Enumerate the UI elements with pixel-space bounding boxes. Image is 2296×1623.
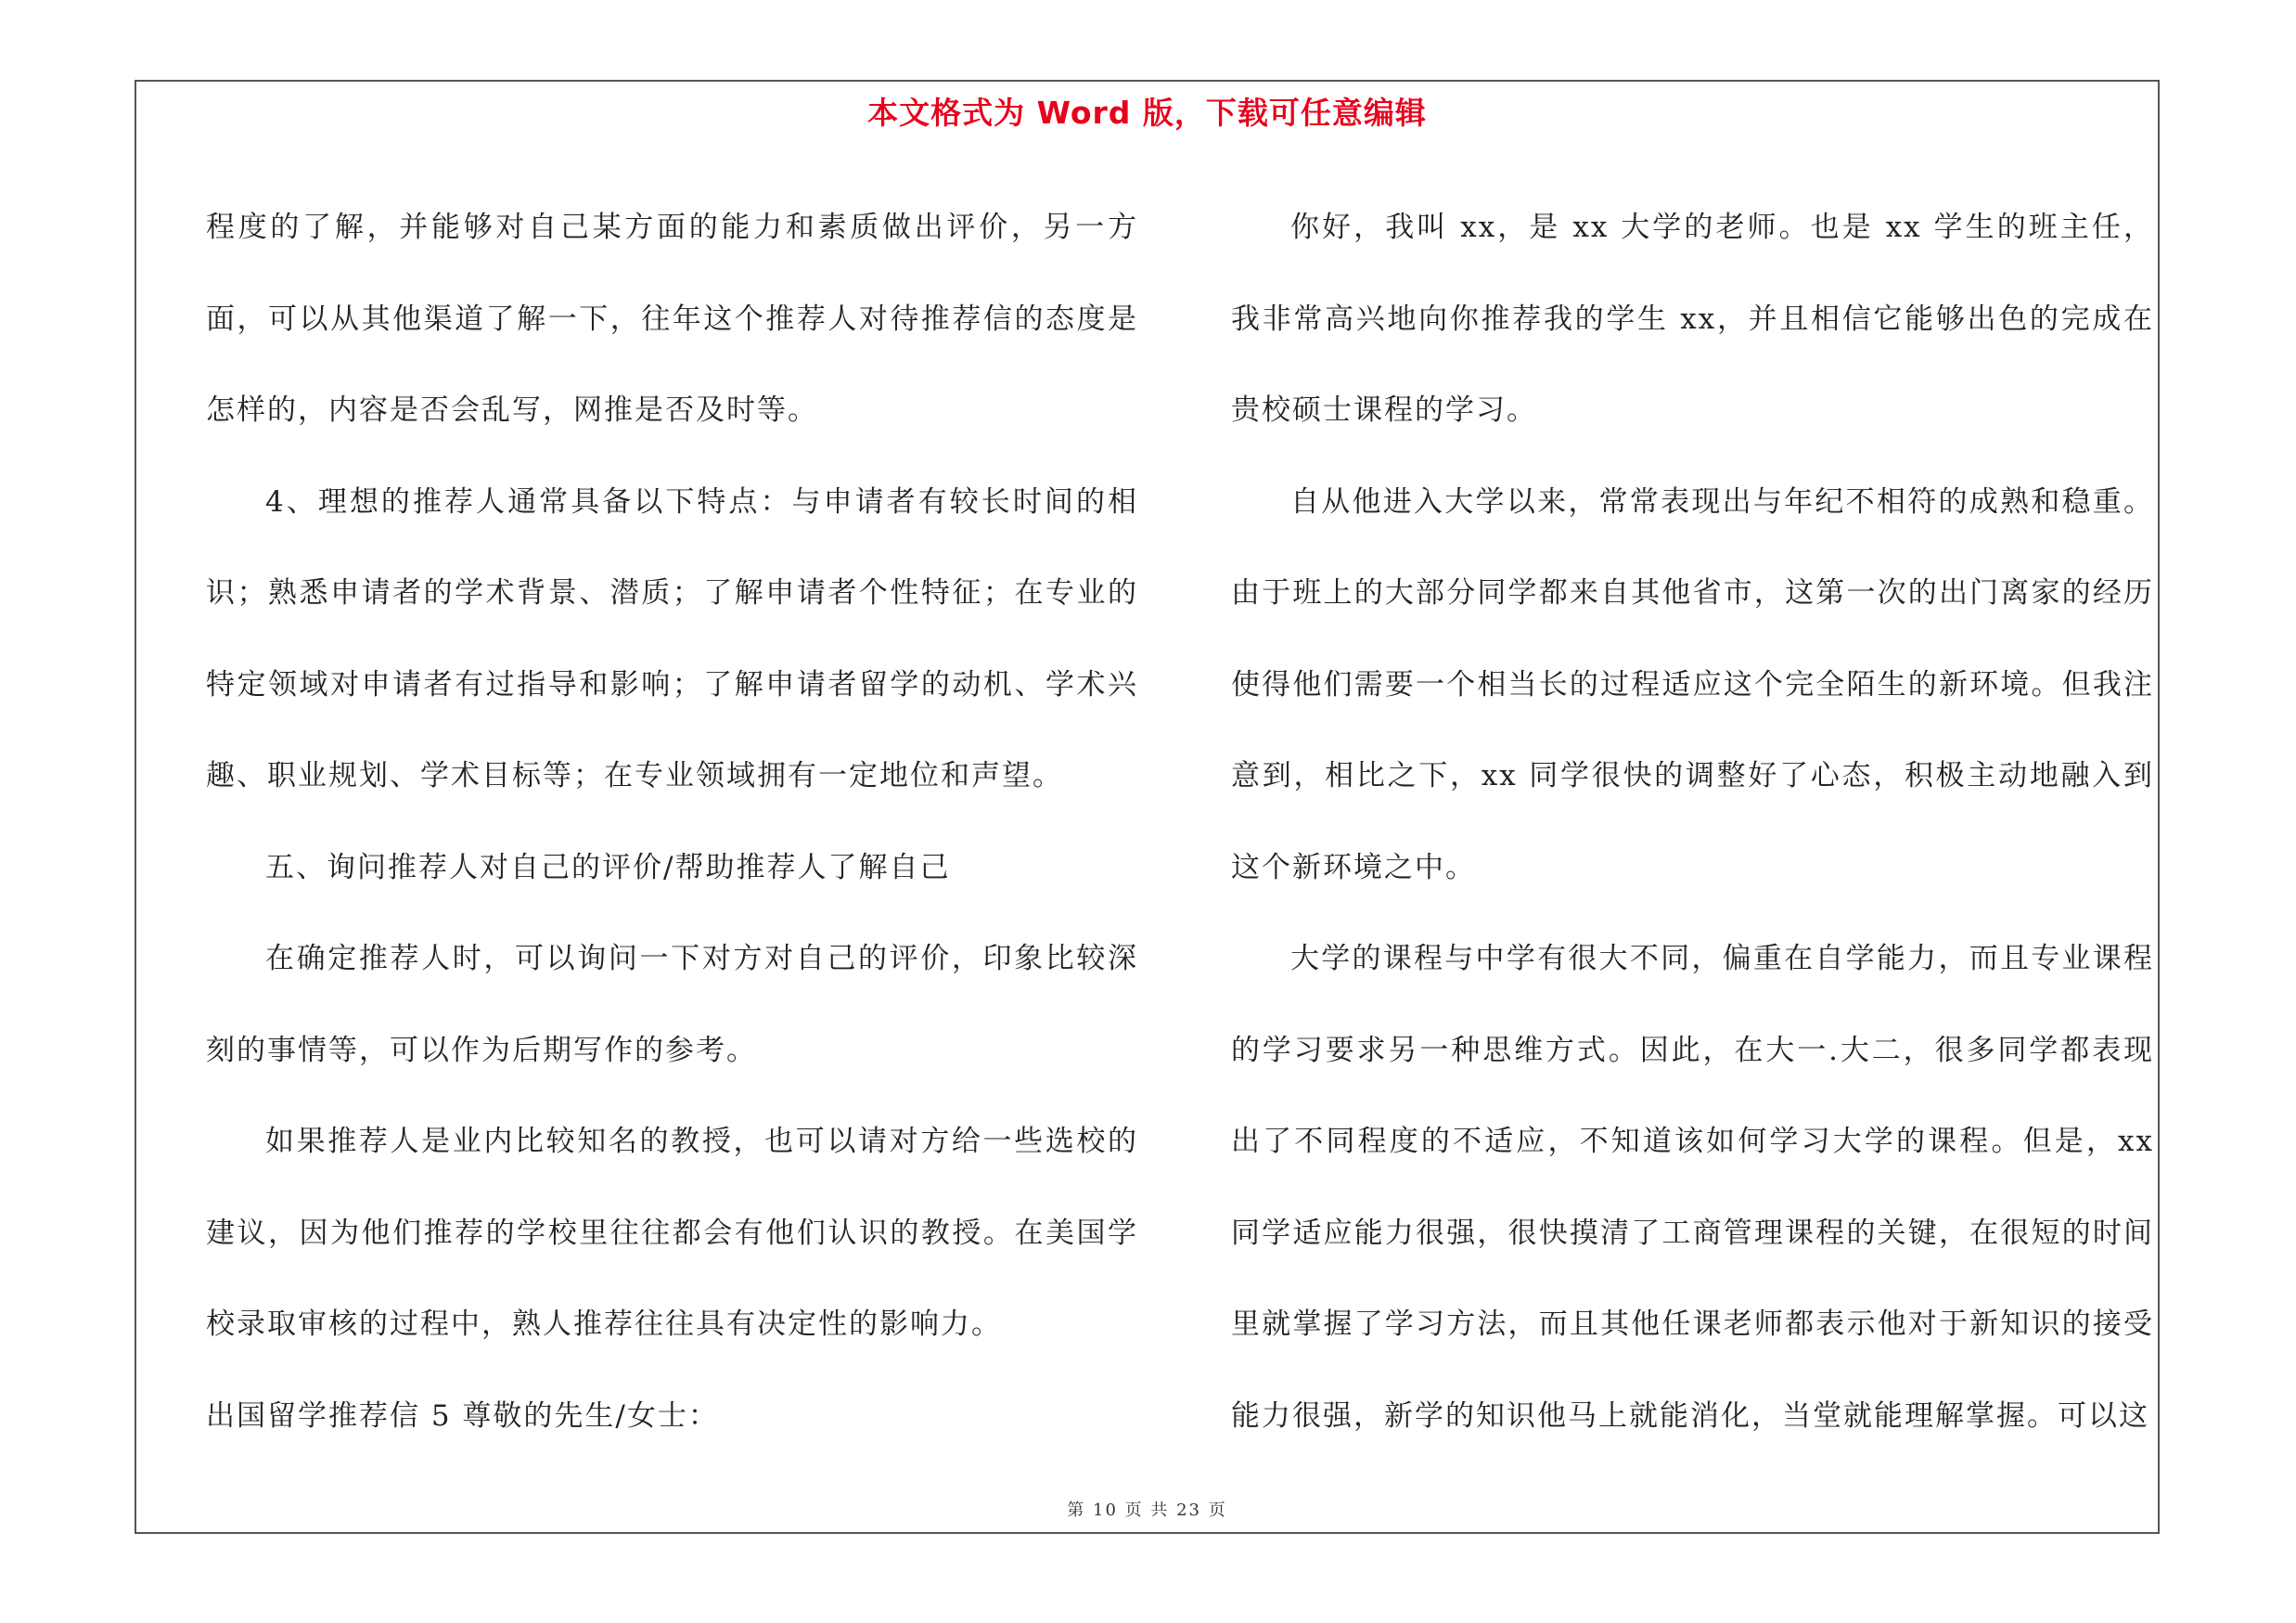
left-column — [206, 182, 1138, 1462]
left-paragraph: 如果推荐人是业内比较知名的教授，也可以请对方给一些选校的建议，因为他们推荐的学校里往往都会有他们认识的教授。在美国学校录取审核的过程中，熟人推荐往往具有决定性的影响力。 — [206, 1125, 1138, 1341]
left-paragraph: 五、询问推荐人对自己的评价/帮助推荐人了解自己 — [265, 850, 951, 884]
left-paragraph: 程度的了解，并能够对自己某方面的能力和素质做出评价，另一方面，可以从其他渠道了解一下，往年这个推荐人对待推荐信的态度是怎样的，内容是否会乱写，网推是否及时等。 — [206, 211, 1138, 427]
left-paragraph: 4、理想的推荐人通常具备以下特点：与申请者有较长时间的相识；熟悉申请者的学术背景、潜质；了解申请者个性特征；在专业的特定领域对申请者有过指导和影响；了解申请者留学的动机、学术兴趣、职业规划、学术目标等；在专业领域拥有一定地位和声望。 — [206, 484, 1138, 792]
left-paragraph: 在确定推荐人时，可以询问一下对方对自己的评价，印象比较深刻的事情等，可以作为后期写作的参考。 — [206, 942, 1138, 1067]
page-number-footer: 第 10 页 共 23 页 — [1067, 1501, 1227, 1520]
page-frame — [135, 80, 2160, 1534]
right-column — [1231, 182, 2154, 1462]
format-banner: 本文格式为 Word 版，下载可任意编辑 — [867, 95, 1427, 131]
right-paragraph: 自从他进入大学以来，常常表现出与年纪不相符的成熟和稳重。由于班上的大部分同学都来自其他省市，这第一次的出门离家的经历使得他们需要一个相当长的过程适应这个完全陌生的新环境。但我注意到，相比之下，xx 同学很快的调整好了心态，积极主动地融入到这个新环境之中。 — [1231, 484, 2154, 884]
right-paragraph: 大学的课程与中学有很大不同，偏重在自学能力，而且专业课程的学习要求另一种思维方式。因此，在大一.大二，很多同学都表现出了不同程度的不适应，不知道该如何学习大学的课程。但是，xx 同学适应能力很强，很快摸清了工商管理课程的关键，在很短的时间里就掌握了学习方法，而且其他任课老师都表示他对于新知识的接受能力很强，新学的知识他马上就能消化，当堂就能理解掌握。可以这 — [1231, 942, 2154, 1433]
left-paragraph: 出国留学推荐信 5 尊敬的先生/女士： — [206, 1398, 719, 1433]
right-paragraph: 你好，我叫 xx，是 xx 大学的老师。也是 xx 学生的班主任，我非常高兴地向你推荐我的学生 xx，并且相信它能够出色的完成在贵校硕士课程的学习。 — [1231, 211, 2154, 427]
